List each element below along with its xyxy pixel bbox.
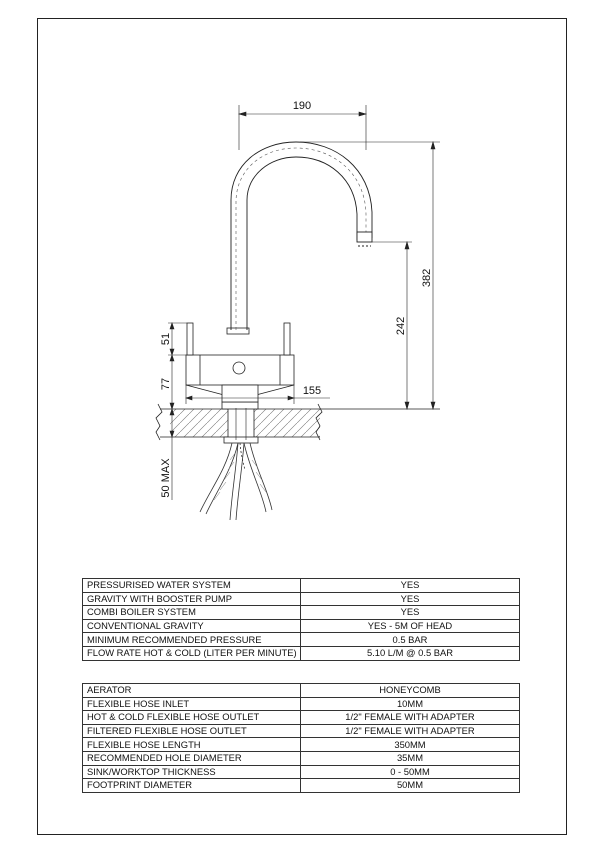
row-value: 1/2" FEMALE WITH ADAPTER — [301, 711, 520, 725]
row-label: FILTERED FLEXIBLE HOSE OUTLET — [83, 724, 301, 738]
row-value: 50MM — [301, 779, 520, 793]
row-label: RECOMMENDED HOLE DIAMETER — [83, 751, 301, 765]
row-label: FOOTPRINT DIAMETER — [83, 779, 301, 793]
worktop-section — [156, 402, 440, 443]
table-row — [83, 711, 520, 725]
dim-body-height: 77 — [160, 377, 172, 391]
dim-spout-height: 242 — [395, 316, 407, 336]
row-label: MINIMUM RECOMMENDED PRESSURE — [83, 633, 301, 647]
row-value: HONEYCOMB — [301, 684, 520, 698]
row-label: COMBI BOILER SYSTEM — [83, 606, 301, 620]
row-value: YES — [301, 579, 520, 593]
row-value: 0.5 BAR — [301, 633, 520, 647]
water-systems-table — [82, 578, 520, 661]
table-row — [83, 579, 520, 593]
row-value: 0 - 50MM — [301, 765, 520, 779]
dim-spout-reach: 190 — [292, 100, 312, 112]
tap-handles — [187, 323, 290, 355]
row-label: SINK/WORKTOP THICKNESS — [83, 765, 301, 779]
table-row — [83, 697, 520, 711]
swan-neck-spout — [231, 142, 372, 330]
table-row — [83, 724, 520, 738]
dim-overall-height: 382 — [421, 268, 433, 288]
row-label: FLEXIBLE HOSE INLET — [83, 697, 301, 711]
dim-handle-height: 51 — [160, 332, 172, 346]
row-value: 350MM — [301, 738, 520, 752]
row-label: HOT & COLD FLEXIBLE HOSE OUTLET — [83, 711, 301, 725]
table-row — [83, 606, 520, 620]
row-label: GRAVITY WITH BOOSTER PUMP — [83, 592, 301, 606]
flexible-hoses — [200, 443, 272, 520]
row-value: 5.10 L/M @ 0.5 BAR — [301, 646, 520, 660]
row-label: FLOW RATE HOT & COLD (LITER PER MINUTE) — [83, 646, 301, 660]
row-value: 1/2" FEMALE WITH ADAPTER — [301, 724, 520, 738]
row-label: FLEXIBLE HOSE LENGTH — [83, 738, 301, 752]
row-value: 10MM — [301, 697, 520, 711]
row-label: AERATOR — [83, 684, 301, 698]
row-value: YES — [301, 606, 520, 620]
dim-base-width: 155 — [302, 385, 322, 397]
row-value: YES - 5M OF HEAD — [301, 619, 520, 633]
table-row — [83, 592, 520, 606]
tap-body — [186, 355, 294, 402]
row-value: 35MM — [301, 751, 520, 765]
dimension-lines — [168, 105, 440, 500]
table-row — [83, 684, 520, 698]
table-row — [83, 765, 520, 779]
dim-max-worktop: 50 MAX — [160, 458, 172, 498]
table-row — [83, 633, 520, 647]
row-label: CONVENTIONAL GRAVITY — [83, 619, 301, 633]
row-label: PRESSURISED WATER SYSTEM — [83, 579, 301, 593]
specifications-table — [82, 683, 520, 793]
table-row — [83, 738, 520, 752]
table-row — [83, 646, 520, 660]
table-row — [83, 751, 520, 765]
row-value: YES — [301, 592, 520, 606]
table-row — [83, 619, 520, 633]
table-row — [83, 779, 520, 793]
